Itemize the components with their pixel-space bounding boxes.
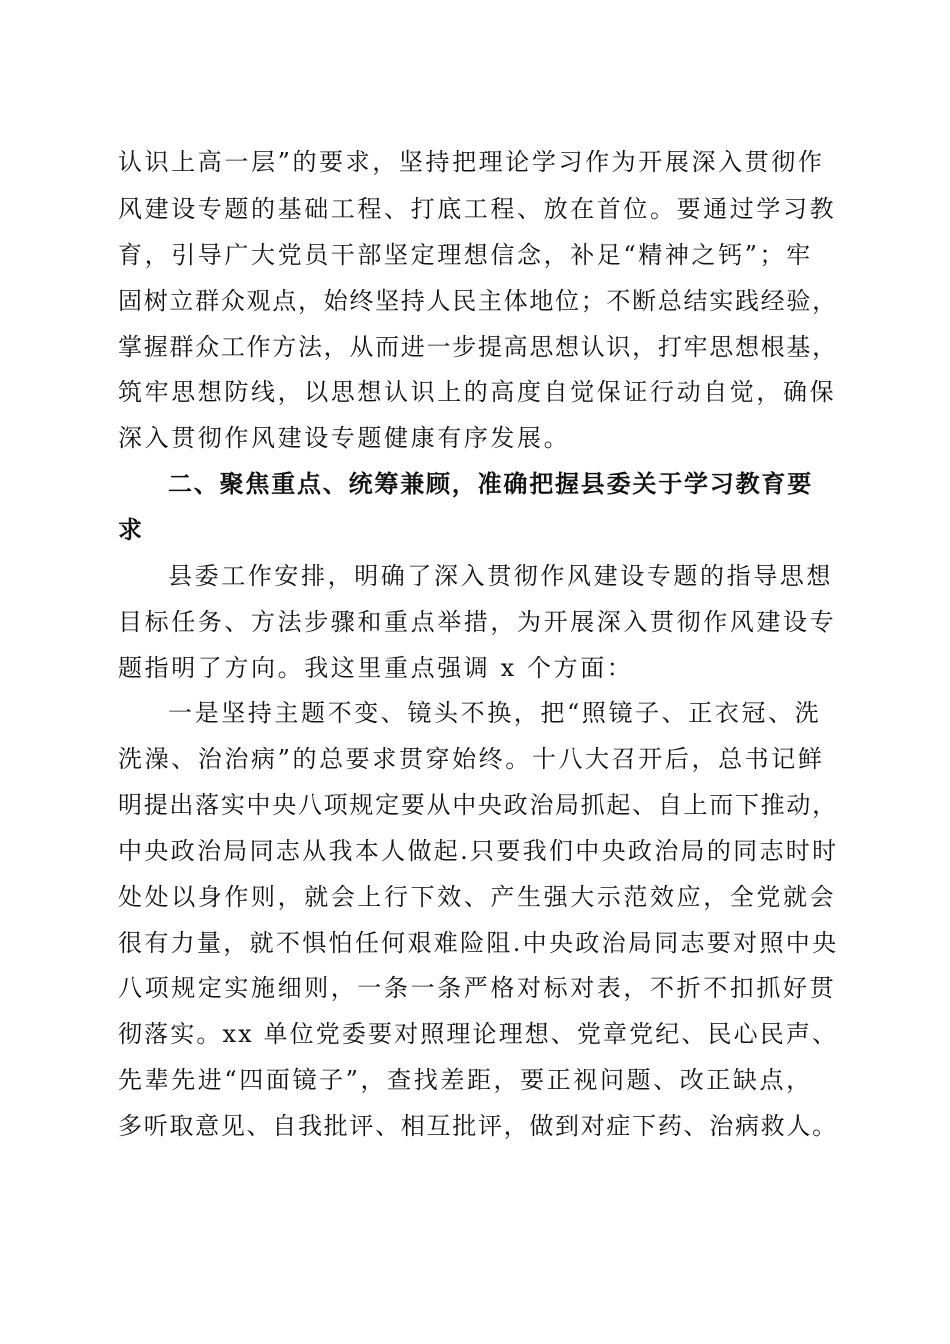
paragraph-line: 明提出落实中央八项规定要从中央政治局抓起、自上而下推动， xyxy=(118,791,838,819)
paragraph-line: 筑牢思想防线，以思想认识上的高度自觉保证行动自觉，确保 xyxy=(118,378,837,406)
paragraph-line: 处处以身作则，就会上行下效、产生强大示范效应，全党就会 xyxy=(118,883,837,911)
paragraph-line: 彻落实。xx 单位党委要对照理论理想、党章党纪、民心民声、 xyxy=(118,1020,839,1048)
paragraph-line: 深入贯彻作风建设专题健康有序发展。 xyxy=(118,424,571,452)
paragraph-line: 县委工作安排，明确了深入贯彻作风建设专题的指导思想 xyxy=(168,562,833,590)
paragraph-line: 很有力量，就不惧怕任何艰难险阻.中央政治局同志要对照中央 xyxy=(118,929,839,957)
section-heading-continued: 求 xyxy=(118,516,144,544)
paragraph-line: 目标任务、方法步骤和重点举措，为开展深入贯彻作风建设专 xyxy=(118,608,837,636)
paragraph-line: 八项规定实施细则，一条一条严格对标对表，不折不扣抓好贯 xyxy=(118,974,837,1002)
paragraph-line: 育，引导广大党员干部坚定理想信念，补足“精神之钙”；牢 xyxy=(118,241,813,269)
paragraph-line: 先辈先进“四面镜子”，查找差距，要正视问题、改正缺点， xyxy=(118,1066,813,1094)
paragraph-line: 掌握群众工作方法，从而进一步提高思想认识，打牢思想根基， xyxy=(118,333,838,361)
paragraph-line: 固树立群众观点，始终坚持人民主体地位；不断总结实践经验， xyxy=(118,287,838,315)
paragraph-line: 认识上高一层”的要求，坚持把理论学习作为开展深入贯彻作 xyxy=(118,148,825,176)
paragraph-line: 风建设专题的基础工程、打底工程、放在首位。要通过学习教 xyxy=(118,195,837,223)
paragraph-line: 中央政治局同志从我本人做起.只要我们中央政治局的同志时时 xyxy=(118,837,839,865)
paragraph-line: 多听取意见、自我批评、相互批评，做到对症下药、治病救人。 xyxy=(118,1112,838,1140)
section-heading: 二、聚焦重点、统筹兼顾，准确把握县委关于学习教育要 xyxy=(168,470,813,498)
paragraph-line: 洗澡、治治病”的总要求贯穿始终。十八大召开后，总书记鲜 xyxy=(118,745,825,773)
paragraph-line: 一是坚持主题不变、镜头不换，把“照镜子、正衣冠、洗 xyxy=(168,699,822,727)
paragraph-line: 题指明了方向。我这里重点强调 x 个方面： xyxy=(118,654,634,682)
